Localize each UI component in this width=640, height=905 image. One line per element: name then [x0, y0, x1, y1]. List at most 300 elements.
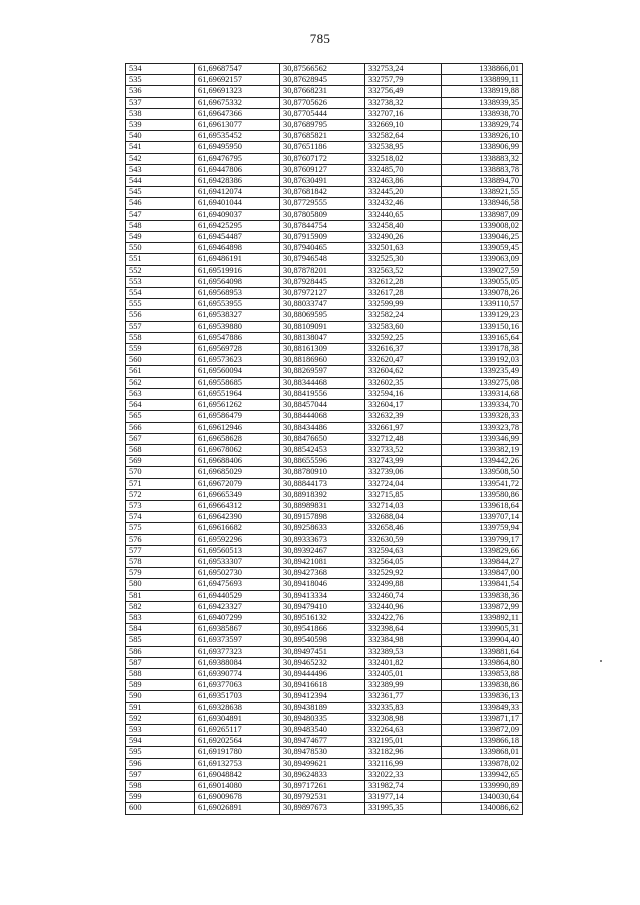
latitude-cell: 61,69409037: [195, 209, 280, 220]
x-coordinate-cell: 332264,63: [365, 724, 442, 735]
point-number-cell: 545: [126, 187, 195, 198]
latitude-cell: 61,69533307: [195, 556, 280, 567]
point-number-cell: 574: [126, 512, 195, 523]
longitude-cell: 30,88109091: [280, 321, 365, 332]
latitude-cell: 61,69428386: [195, 176, 280, 187]
point-number-cell: 592: [126, 713, 195, 724]
y-coordinate-cell: 1339580,86: [442, 489, 523, 500]
x-coordinate-cell: 332458,40: [365, 220, 442, 231]
y-coordinate-cell: 1339059,45: [442, 243, 523, 254]
latitude-cell: 61,69658628: [195, 433, 280, 444]
point-number-cell: 572: [126, 489, 195, 500]
x-coordinate-cell: 332445,20: [365, 187, 442, 198]
longitude-cell: 30,89516132: [280, 612, 365, 623]
longitude-cell: 30,88444068: [280, 411, 365, 422]
latitude-cell: 61,69495950: [195, 142, 280, 153]
longitude-cell: 30,87628945: [280, 75, 365, 86]
point-number-cell: 536: [126, 86, 195, 97]
x-coordinate-cell: 332602,35: [365, 377, 442, 388]
y-coordinate-cell: 1338929,74: [442, 120, 523, 131]
table-row: [126, 276, 523, 287]
x-coordinate-cell: 332401,82: [365, 657, 442, 668]
table-row: [126, 803, 523, 814]
x-coordinate-cell: 332440,96: [365, 601, 442, 612]
longitude-cell: 30,87685821: [280, 131, 365, 142]
latitude-cell: 61,69447806: [195, 164, 280, 175]
point-number-cell: 581: [126, 590, 195, 601]
longitude-cell: 30,88457044: [280, 400, 365, 411]
table-row: [126, 209, 523, 220]
longitude-cell: 30,88419556: [280, 388, 365, 399]
table-row: [126, 131, 523, 142]
point-number-cell: 588: [126, 668, 195, 679]
x-coordinate-cell: 332460,74: [365, 590, 442, 601]
x-coordinate-cell: 332022,33: [365, 769, 442, 780]
longitude-cell: 30,89479410: [280, 601, 365, 612]
point-number-cell: 551: [126, 254, 195, 265]
table-row: [126, 176, 523, 187]
y-coordinate-cell: 1338894,70: [442, 176, 523, 187]
table-row: [126, 680, 523, 691]
table-row: [126, 288, 523, 299]
y-coordinate-cell: 1339508,50: [442, 467, 523, 478]
y-coordinate-cell: 1339382,19: [442, 444, 523, 455]
y-coordinate-cell: 1339864,80: [442, 657, 523, 668]
y-coordinate-cell: 1339838,86: [442, 680, 523, 691]
point-number-cell: 566: [126, 422, 195, 433]
longitude-cell: 30,89438189: [280, 702, 365, 713]
table-row: [126, 590, 523, 601]
longitude-cell: 30,87630491: [280, 176, 365, 187]
table-row: [126, 612, 523, 623]
point-number-cell: 541: [126, 142, 195, 153]
y-coordinate-cell: 1339046,25: [442, 232, 523, 243]
table-row: [126, 691, 523, 702]
x-coordinate-cell: 332422,76: [365, 612, 442, 623]
latitude-cell: 61,69691323: [195, 86, 280, 97]
latitude-cell: 61,69475693: [195, 579, 280, 590]
x-coordinate-cell: 332440,65: [365, 209, 442, 220]
longitude-cell: 30,88033747: [280, 299, 365, 310]
x-coordinate-cell: 332592,25: [365, 332, 442, 343]
latitude-cell: 61,69687547: [195, 64, 280, 75]
point-number-cell: 575: [126, 523, 195, 534]
longitude-cell: 30,89427368: [280, 568, 365, 579]
y-coordinate-cell: 1339008,02: [442, 220, 523, 231]
point-number-cell: 540: [126, 131, 195, 142]
longitude-cell: 30,87705444: [280, 108, 365, 119]
longitude-cell: 30,89413334: [280, 590, 365, 601]
y-coordinate-cell: 1339892,11: [442, 612, 523, 623]
x-coordinate-cell: 332620,47: [365, 355, 442, 366]
longitude-cell: 30,89416618: [280, 680, 365, 691]
y-coordinate-cell: 1338919,88: [442, 86, 523, 97]
point-number-cell: 568: [126, 444, 195, 455]
x-coordinate-cell: 332432,46: [365, 198, 442, 209]
y-coordinate-cell: 1338939,35: [442, 97, 523, 108]
table-row: [126, 321, 523, 332]
longitude-cell: 30,89418046: [280, 579, 365, 590]
x-coordinate-cell: 332116,99: [365, 758, 442, 769]
y-coordinate-cell: 1339707,14: [442, 512, 523, 523]
longitude-cell: 30,89480335: [280, 713, 365, 724]
x-coordinate-cell: 332582,64: [365, 131, 442, 142]
table-row: [126, 646, 523, 657]
table-row: [126, 254, 523, 265]
x-coordinate-cell: 332564,05: [365, 556, 442, 567]
y-coordinate-cell: 1339872,99: [442, 601, 523, 612]
longitude-cell: 30,87844754: [280, 220, 365, 231]
latitude-cell: 61,69202564: [195, 736, 280, 747]
point-number-cell: 593: [126, 724, 195, 735]
table-row: [126, 713, 523, 724]
point-number-cell: 555: [126, 299, 195, 310]
latitude-cell: 61,69539880: [195, 321, 280, 332]
point-number-cell: 556: [126, 310, 195, 321]
point-number-cell: 543: [126, 164, 195, 175]
y-coordinate-cell: 1339541,72: [442, 478, 523, 489]
x-coordinate-cell: 332518,02: [365, 153, 442, 164]
point-number-cell: 585: [126, 635, 195, 646]
x-coordinate-cell: 332582,24: [365, 310, 442, 321]
x-coordinate-cell: 332617,28: [365, 288, 442, 299]
longitude-cell: 30,88844173: [280, 478, 365, 489]
longitude-cell: 30,88918392: [280, 489, 365, 500]
x-coordinate-cell: 332389,53: [365, 646, 442, 657]
latitude-cell: 61,69538327: [195, 310, 280, 321]
x-coordinate-cell: 332738,32: [365, 97, 442, 108]
point-number-cell: 564: [126, 400, 195, 411]
latitude-cell: 61,69026891: [195, 803, 280, 814]
y-coordinate-cell: 1339334,70: [442, 400, 523, 411]
latitude-cell: 61,69328638: [195, 702, 280, 713]
y-coordinate-cell: 1339314,68: [442, 388, 523, 399]
latitude-cell: 61,69642390: [195, 512, 280, 523]
y-coordinate-cell: 1339866,18: [442, 736, 523, 747]
longitude-cell: 30,87915909: [280, 232, 365, 243]
table-row: [126, 456, 523, 467]
point-number-cell: 534: [126, 64, 195, 75]
latitude-cell: 61,69304891: [195, 713, 280, 724]
point-number-cell: 598: [126, 781, 195, 792]
point-number-cell: 554: [126, 288, 195, 299]
latitude-cell: 61,69423327: [195, 601, 280, 612]
point-number-cell: 559: [126, 344, 195, 355]
longitude-cell: 30,88476650: [280, 433, 365, 444]
latitude-cell: 61,69407299: [195, 612, 280, 623]
table-row: [126, 657, 523, 668]
point-number-cell: 546: [126, 198, 195, 209]
latitude-cell: 61,69561262: [195, 400, 280, 411]
longitude-cell: 30,87940465: [280, 243, 365, 254]
x-coordinate-cell: 332405,01: [365, 668, 442, 679]
longitude-cell: 30,89483540: [280, 724, 365, 735]
point-number-cell: 565: [126, 411, 195, 422]
point-number-cell: 578: [126, 556, 195, 567]
latitude-cell: 61,69573623: [195, 355, 280, 366]
x-coordinate-cell: 332501,63: [365, 243, 442, 254]
table-row: [126, 489, 523, 500]
point-number-cell: 548: [126, 220, 195, 231]
latitude-cell: 61,69675332: [195, 97, 280, 108]
longitude-cell: 30,89541866: [280, 624, 365, 635]
point-number-cell: 595: [126, 747, 195, 758]
point-number-cell: 583: [126, 612, 195, 623]
table-row: [126, 668, 523, 679]
page-number: 785: [309, 31, 331, 46]
longitude-cell: 30,89478530: [280, 747, 365, 758]
x-coordinate-cell: 332529,92: [365, 568, 442, 579]
y-coordinate-cell: 1339829,66: [442, 545, 523, 556]
latitude-cell: 61,69425295: [195, 220, 280, 231]
longitude-cell: 30,88780910: [280, 467, 365, 478]
table-row: [126, 86, 523, 97]
longitude-cell: 30,87668231: [280, 86, 365, 97]
longitude-cell: 30,88344468: [280, 377, 365, 388]
table-row: [126, 75, 523, 86]
longitude-cell: 30,87607172: [280, 153, 365, 164]
y-coordinate-cell: 1339990,89: [442, 781, 523, 792]
longitude-cell: 30,88989831: [280, 500, 365, 511]
table-row: [126, 377, 523, 388]
latitude-cell: 61,69569728: [195, 344, 280, 355]
point-number-cell: 589: [126, 680, 195, 691]
longitude-cell: 30,87651186: [280, 142, 365, 153]
point-number-cell: 571: [126, 478, 195, 489]
point-number-cell: 535: [126, 75, 195, 86]
table-row: [126, 344, 523, 355]
y-coordinate-cell: 1338938,70: [442, 108, 523, 119]
latitude-cell: 61,69132753: [195, 758, 280, 769]
longitude-cell: 30,89474677: [280, 736, 365, 747]
x-coordinate-cell: 332630,59: [365, 534, 442, 545]
latitude-cell: 61,69678062: [195, 444, 280, 455]
x-coordinate-cell: 332658,46: [365, 523, 442, 534]
x-coordinate-cell: 332604,62: [365, 366, 442, 377]
longitude-cell: 30,89392467: [280, 545, 365, 556]
point-number-cell: 586: [126, 646, 195, 657]
table-row: [126, 310, 523, 321]
y-coordinate-cell: 1339799,17: [442, 534, 523, 545]
x-coordinate-cell: 332490,26: [365, 232, 442, 243]
point-number-cell: 580: [126, 579, 195, 590]
point-number-cell: 550: [126, 243, 195, 254]
y-coordinate-cell: 1339872,09: [442, 724, 523, 735]
point-number-cell: 597: [126, 769, 195, 780]
table-row: [126, 556, 523, 567]
longitude-cell: 30,87946548: [280, 254, 365, 265]
table-row: [126, 568, 523, 579]
y-coordinate-cell: 1339178,38: [442, 344, 523, 355]
latitude-cell: 61,69664312: [195, 500, 280, 511]
latitude-cell: 61,69672079: [195, 478, 280, 489]
y-coordinate-cell: 1338946,58: [442, 198, 523, 209]
x-coordinate-cell: 332594,16: [365, 388, 442, 399]
longitude-cell: 30,89497451: [280, 646, 365, 657]
x-coordinate-cell: 331977,14: [365, 792, 442, 803]
x-coordinate-cell: 331995,35: [365, 803, 442, 814]
longitude-cell: 30,88269597: [280, 366, 365, 377]
table-row: [126, 64, 523, 75]
latitude-cell: 61,69502730: [195, 568, 280, 579]
x-coordinate-cell: 332733,52: [365, 444, 442, 455]
y-coordinate-cell: 1338899,11: [442, 75, 523, 86]
table-row: [126, 400, 523, 411]
x-coordinate-cell: 332715,85: [365, 489, 442, 500]
scan-speck: [600, 660, 602, 662]
longitude-cell: 30,88655596: [280, 456, 365, 467]
y-coordinate-cell: 1339841,54: [442, 579, 523, 590]
point-number-cell: 552: [126, 265, 195, 276]
latitude-cell: 61,69009678: [195, 792, 280, 803]
table-row: [126, 422, 523, 433]
point-number-cell: 539: [126, 120, 195, 131]
x-coordinate-cell: 332714,03: [365, 500, 442, 511]
y-coordinate-cell: 1338906,99: [442, 142, 523, 153]
latitude-cell: 61,69377323: [195, 646, 280, 657]
longitude-cell: 30,89792531: [280, 792, 365, 803]
table-row: [126, 478, 523, 489]
x-coordinate-cell: 332182,96: [365, 747, 442, 758]
table-row: [126, 108, 523, 119]
table-row: [126, 467, 523, 478]
latitude-cell: 61,69612946: [195, 422, 280, 433]
table-row: [126, 702, 523, 713]
x-coordinate-cell: 332485,70: [365, 164, 442, 175]
table-row: [126, 433, 523, 444]
y-coordinate-cell: 1338926,10: [442, 131, 523, 142]
latitude-cell: 61,69440529: [195, 590, 280, 601]
latitude-cell: 61,69390774: [195, 668, 280, 679]
longitude-cell: 30,89157898: [280, 512, 365, 523]
point-number-cell: 560: [126, 355, 195, 366]
x-coordinate-cell: 332616,37: [365, 344, 442, 355]
x-coordinate-cell: 332398,64: [365, 624, 442, 635]
latitude-cell: 61,69692157: [195, 75, 280, 86]
x-coordinate-cell: 332335,83: [365, 702, 442, 713]
y-coordinate-cell: 1339853,88: [442, 668, 523, 679]
table-row: [126, 232, 523, 243]
x-coordinate-cell: 332756,49: [365, 86, 442, 97]
longitude-cell: 30,89624833: [280, 769, 365, 780]
table-row: [126, 332, 523, 343]
x-coordinate-cell: 332594,63: [365, 545, 442, 556]
x-coordinate-cell: 332707,16: [365, 108, 442, 119]
table-row: [126, 769, 523, 780]
x-coordinate-cell: 332753,24: [365, 64, 442, 75]
latitude-cell: 61,69558685: [195, 377, 280, 388]
x-coordinate-cell: 331982,74: [365, 781, 442, 792]
table-row: [126, 523, 523, 534]
table-row: [126, 534, 523, 545]
longitude-cell: 30,89540598: [280, 635, 365, 646]
longitude-cell: 30,87705626: [280, 97, 365, 108]
point-number-cell: 576: [126, 534, 195, 545]
latitude-cell: 61,69688406: [195, 456, 280, 467]
table-row: [126, 164, 523, 175]
latitude-cell: 61,69464898: [195, 243, 280, 254]
point-number-cell: 558: [126, 332, 195, 343]
longitude-cell: 30,88161309: [280, 344, 365, 355]
point-number-cell: 579: [126, 568, 195, 579]
latitude-cell: 61,69476795: [195, 153, 280, 164]
point-number-cell: 537: [126, 97, 195, 108]
y-coordinate-cell: 1339878,02: [442, 758, 523, 769]
x-coordinate-cell: 332384,98: [365, 635, 442, 646]
longitude-cell: 30,88542453: [280, 444, 365, 455]
table-row: [126, 512, 523, 523]
point-number-cell: 542: [126, 153, 195, 164]
longitude-cell: 30,89421081: [280, 556, 365, 567]
longitude-cell: 30,88069595: [280, 310, 365, 321]
latitude-cell: 61,69553955: [195, 299, 280, 310]
point-number-cell: 600: [126, 803, 195, 814]
y-coordinate-cell: 1339844,27: [442, 556, 523, 567]
latitude-cell: 61,69454487: [195, 232, 280, 243]
latitude-cell: 61,69401044: [195, 198, 280, 209]
point-number-cell: 587: [126, 657, 195, 668]
table-row: [126, 187, 523, 198]
point-number-cell: 547: [126, 209, 195, 220]
y-coordinate-cell: 1339328,33: [442, 411, 523, 422]
longitude-cell: 30,89897673: [280, 803, 365, 814]
table-row: [126, 243, 523, 254]
latitude-cell: 61,69564098: [195, 276, 280, 287]
y-coordinate-cell: 1339078,26: [442, 288, 523, 299]
point-number-cell: 549: [126, 232, 195, 243]
latitude-cell: 61,69592296: [195, 534, 280, 545]
table-row: [126, 545, 523, 556]
table-row: [126, 388, 523, 399]
x-coordinate-cell: 332308,98: [365, 713, 442, 724]
x-coordinate-cell: 332538,95: [365, 142, 442, 153]
y-coordinate-cell: 1339063,09: [442, 254, 523, 265]
table-row: [126, 411, 523, 422]
x-coordinate-cell: 332669,10: [365, 120, 442, 131]
y-coordinate-cell: 1339881,64: [442, 646, 523, 657]
point-number-cell: 553: [126, 276, 195, 287]
latitude-cell: 61,69535452: [195, 131, 280, 142]
longitude-cell: 30,88186960: [280, 355, 365, 366]
point-number-cell: 590: [126, 691, 195, 702]
longitude-cell: 30,89717261: [280, 781, 365, 792]
latitude-cell: 61,69014080: [195, 781, 280, 792]
latitude-cell: 61,69265117: [195, 724, 280, 735]
y-coordinate-cell: 1339129,23: [442, 310, 523, 321]
y-coordinate-cell: 1339027,59: [442, 265, 523, 276]
x-coordinate-cell: 332757,79: [365, 75, 442, 86]
point-number-cell: 591: [126, 702, 195, 713]
point-number-cell: 577: [126, 545, 195, 556]
x-coordinate-cell: 332632,39: [365, 411, 442, 422]
x-coordinate-cell: 332612,28: [365, 276, 442, 287]
table-row: [126, 265, 523, 276]
latitude-cell: 61,69560513: [195, 545, 280, 556]
longitude-cell: 30,87681842: [280, 187, 365, 198]
x-coordinate-cell: 332583,60: [365, 321, 442, 332]
table-row: [126, 792, 523, 803]
latitude-cell: 61,69191780: [195, 747, 280, 758]
longitude-cell: 30,87689795: [280, 120, 365, 131]
point-number-cell: 573: [126, 500, 195, 511]
latitude-cell: 61,69560094: [195, 366, 280, 377]
y-coordinate-cell: 1339110,57: [442, 299, 523, 310]
latitude-cell: 61,69551964: [195, 388, 280, 399]
longitude-cell: 30,89333673: [280, 534, 365, 545]
y-coordinate-cell: 1338987,09: [442, 209, 523, 220]
latitude-cell: 61,69616682: [195, 523, 280, 534]
x-coordinate-cell: 332743,99: [365, 456, 442, 467]
